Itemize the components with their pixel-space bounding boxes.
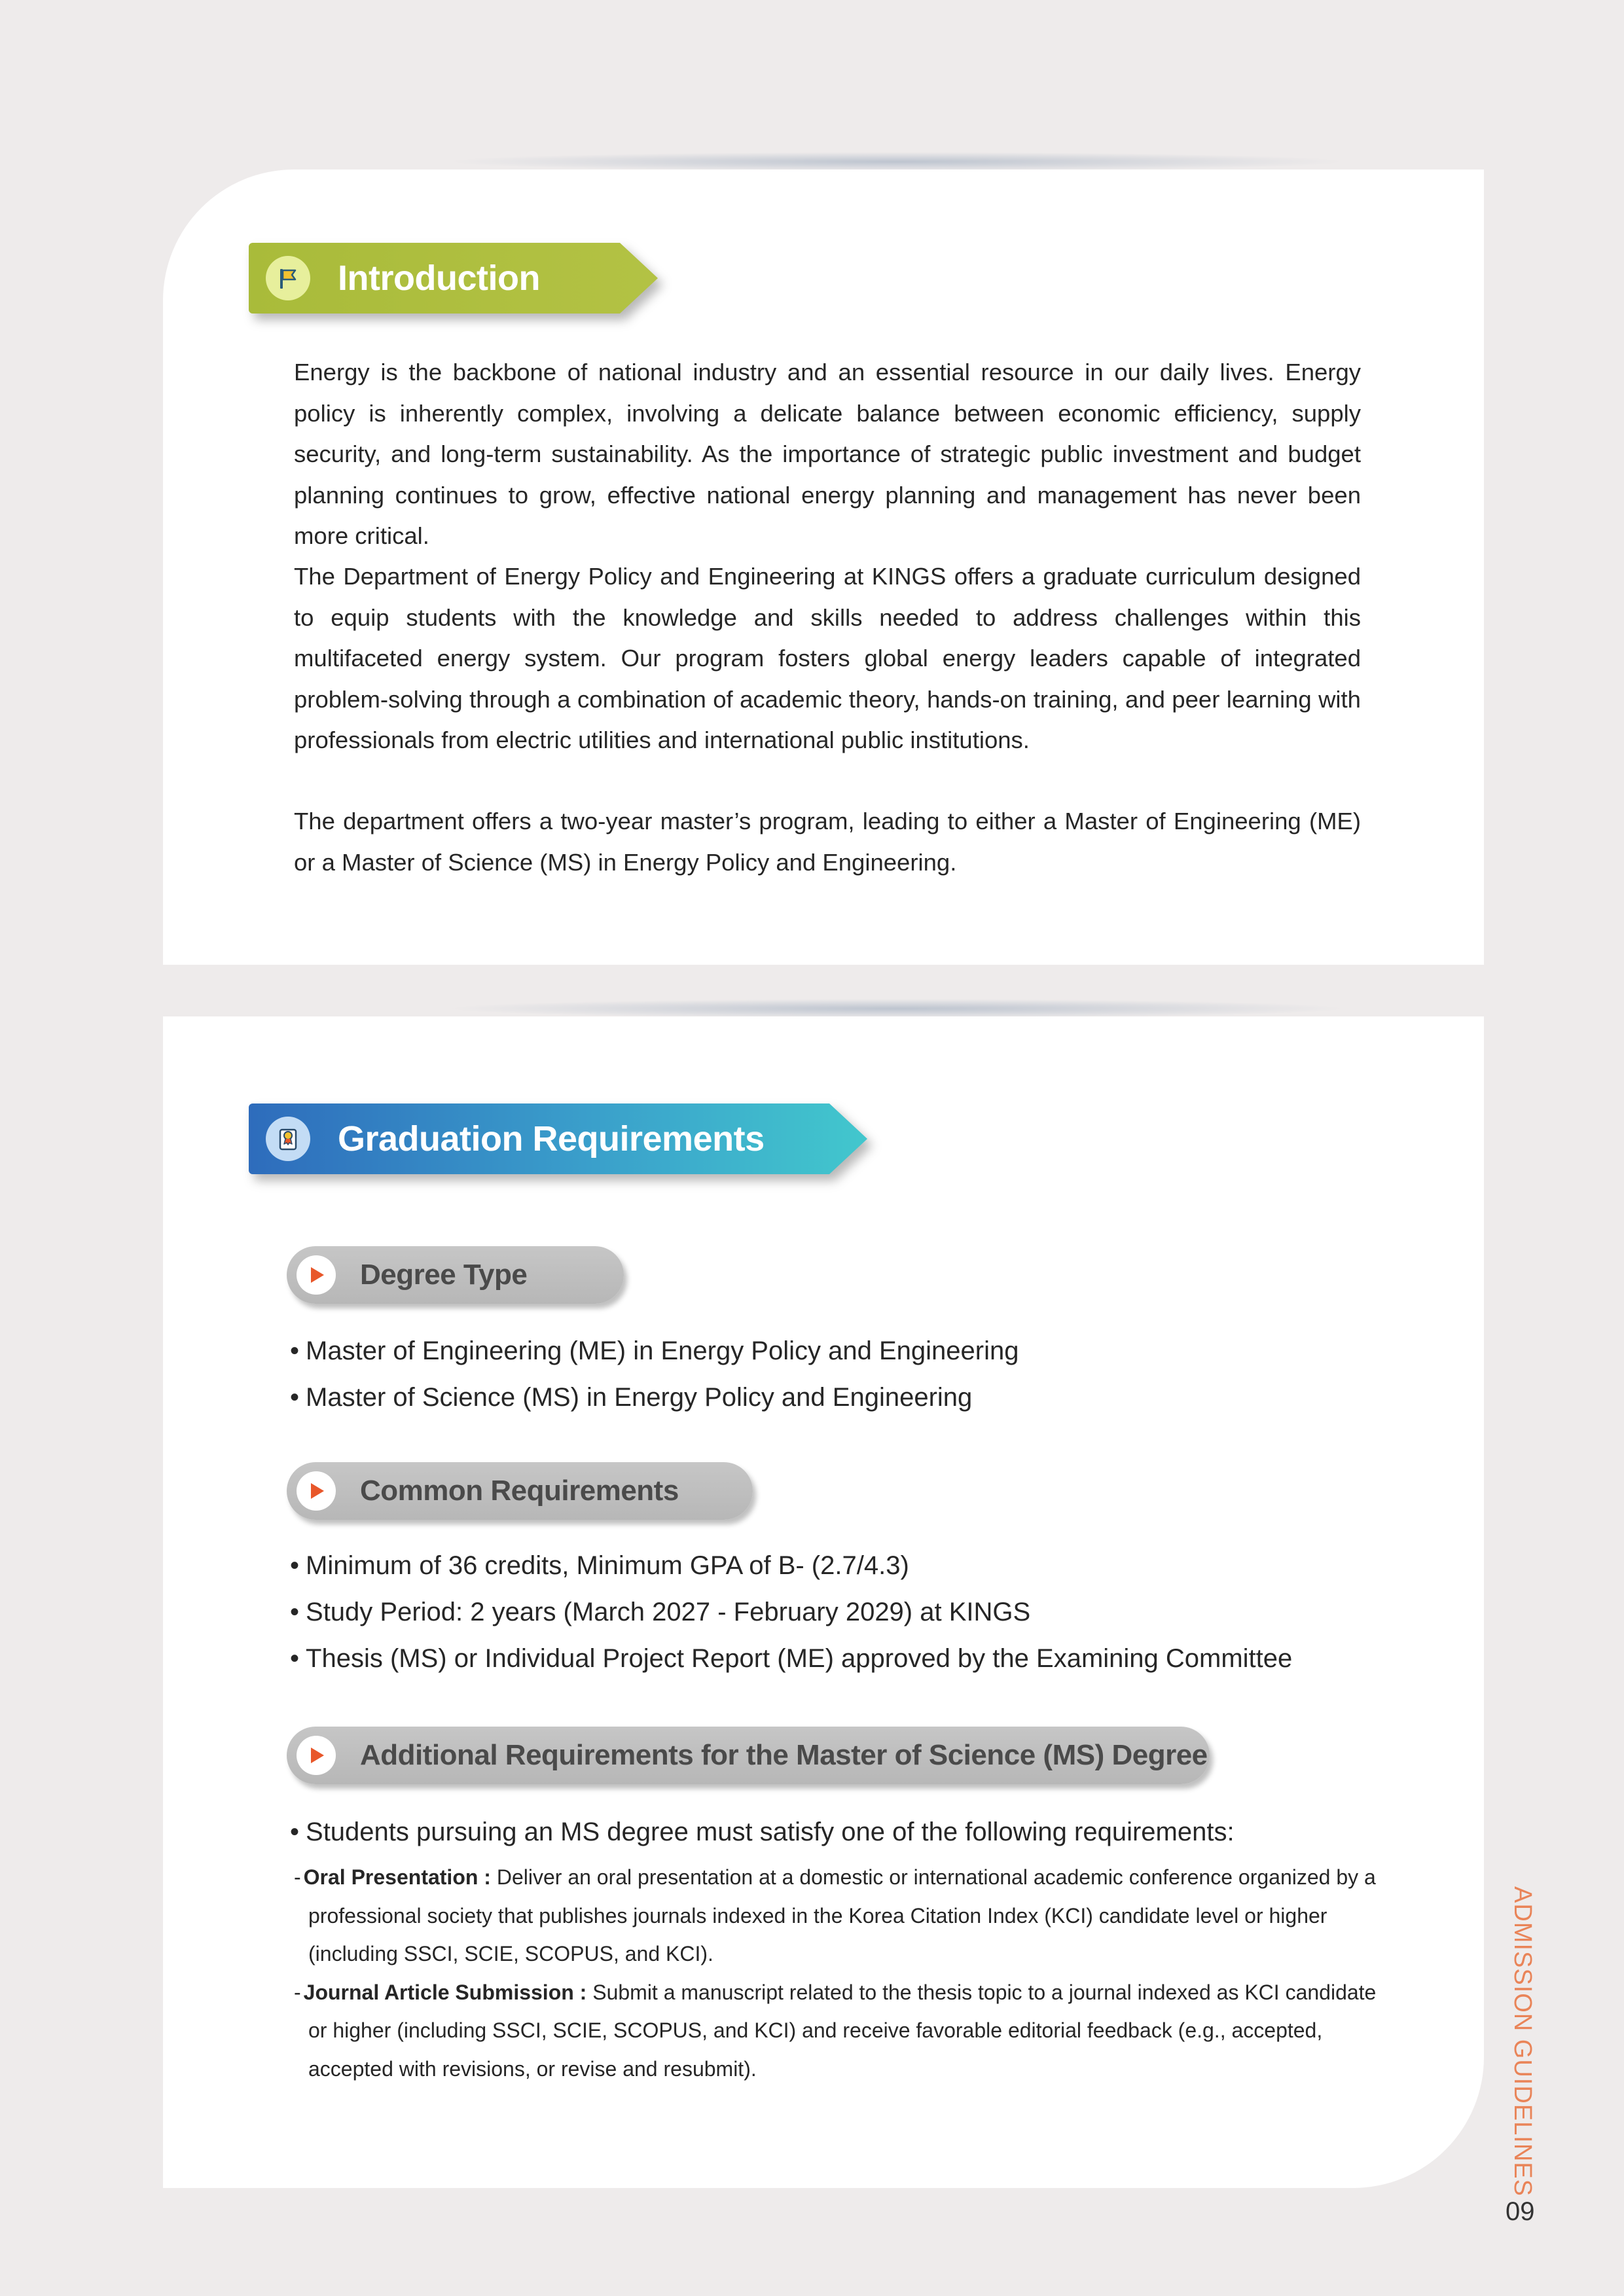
grad-card-shadow	[445, 999, 1348, 1018]
dash-marker: -	[294, 1980, 301, 2004]
option-term: Journal Article Submission :	[303, 1980, 587, 2004]
additional-requirements-list	[290, 1809, 1403, 1856]
page-number: 09	[1506, 2197, 1535, 2226]
degree-type-list	[290, 1328, 1403, 1421]
list-item: • Students pursuing an MS degree must satisfy one of the following requirements:	[290, 1809, 1403, 1856]
list-item: • Master of Science (MS) in Energy Policy and Engineering	[290, 1374, 1403, 1421]
flag-icon	[266, 256, 310, 300]
side-section-label: ADMISSION GUIDELINES	[1509, 1886, 1536, 2197]
certificate-icon	[266, 1117, 310, 1161]
introduction-title: Introduction	[338, 259, 540, 298]
common-requirements-label: Common Requirements	[360, 1475, 679, 1507]
ms-requirement-options	[294, 1858, 1380, 2088]
degree-type-header	[287, 1246, 624, 1304]
journal-submission-option	[294, 1973, 1380, 2089]
additional-requirements-header	[287, 1727, 1210, 1784]
list-item: • Master of Engineering (ME) in Energy Policy and Engineering	[290, 1328, 1403, 1374]
play-arrow-icon	[297, 1471, 336, 1511]
intro-paragraph-1: Energy is the backbone of national industry and an essential resource in our daily lives. Energy policy is inherently complex, involving a delicate balance between economic efficiency, supply security, and long-term sustainability. As the importance of strategic public investment and budget planning continues to grow, effective national energy planning and management has never been more critical.	[294, 359, 1361, 549]
additional-requirements-label: Additional Requirements for the Master of Science (MS) Degree	[360, 1739, 1208, 1771]
intro-paragraph-2: The Department of Energy Policy and Engineering at KINGS offers a graduate curriculum designed to equip students with the knowledge and skills needed to address challenges within this multifaceted energy system. Our program fosters global energy leaders capable of integrated problem-solving through a combination of academic theory, hands-on training, and peer learning with professionals from electric utilities and international public institutions.	[294, 563, 1361, 753]
degree-type-label: Degree Type	[360, 1259, 528, 1291]
intro-paragraph-3: The department offers a two-year master’s program, leading to either a Master of Engineering (ME) or a Master of Science (MS) in Energy Policy and Engineering.	[294, 808, 1361, 876]
list-item: • Thesis (MS) or Individual Project Report (ME) approved by the Examining Committee	[290, 1636, 1403, 1682]
common-requirements-list	[290, 1543, 1403, 1682]
list-item: • Minimum of 36 credits, Minimum GPA of B- (2.7/4.3)	[290, 1543, 1403, 1589]
introduction-banner	[249, 243, 658, 314]
list-item: • Study Period: 2 years (March 2027 - February 2029) at KINGS	[290, 1589, 1403, 1636]
option-term: Oral Presentation :	[303, 1865, 491, 1889]
graduation-title: Graduation Requirements	[338, 1119, 765, 1158]
option-text: Deliver an oral presentation at a domestic or international academic conference organized by a professional society that publishes journals indexed in the Korea Citation Index (KCI) candidate level or higher (including SSCI, SCIE, SCOPUS, and KCI).	[308, 1865, 1376, 1965]
graduation-banner	[249, 1103, 867, 1174]
option-text: Submit a manuscript related to the thesis topic to a journal indexed as KCI candidate or higher (including SSCI, SCIE, SCOPUS, and KCI) and receive favorable editorial feedback (e.g., accepted, accepted with revisions, or revise and resubmit).	[308, 1980, 1377, 2081]
oral-presentation-option	[294, 1858, 1380, 1973]
play-arrow-icon	[297, 1255, 336, 1295]
dash-marker: -	[294, 1865, 301, 1889]
common-requirements-header	[287, 1462, 753, 1520]
play-arrow-icon	[297, 1736, 336, 1775]
intro-card-shadow	[445, 152, 1348, 171]
